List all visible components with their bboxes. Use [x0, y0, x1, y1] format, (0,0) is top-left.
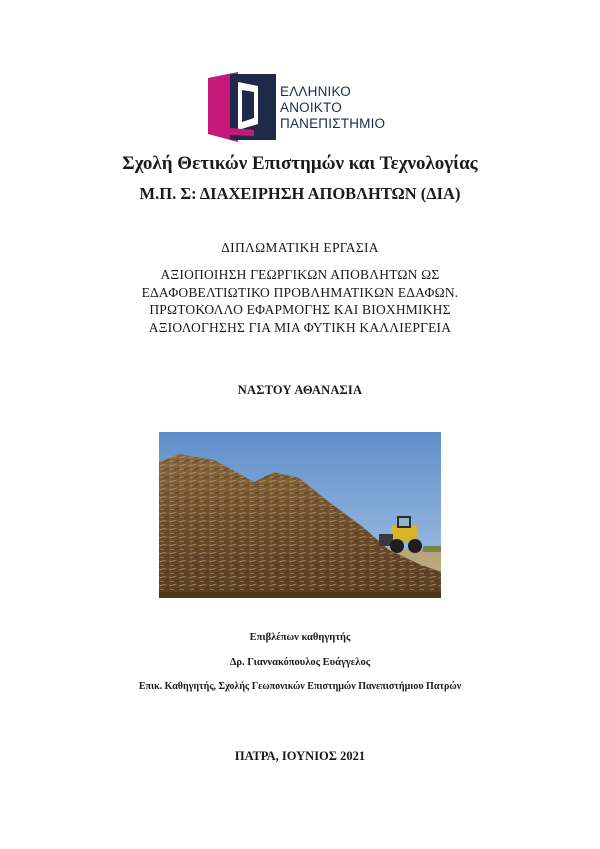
compost-pile-photo-icon — [159, 432, 441, 598]
university-logo — [208, 72, 398, 142]
logo-line: ΠΑΝΕΠΙΣΤΗΜΙΟ — [280, 116, 386, 131]
logo-line: ΑΝΟΙΚΤΟ — [280, 100, 342, 115]
thesis-title-line: ΑΞΙΟΛΟΓΗΣΗΣ ΓΙΑ ΜΙΑ ΦΥΤΙΚΗ ΚΑΛΛΙΕΡΓΕΙΑ — [148, 319, 452, 335]
compost-pile-photo — [159, 432, 441, 598]
author-name: ΝΑΣΤΟΥ ΑΘΑΝΑΣΙΑ — [237, 383, 363, 397]
program-name: Μ.Π. Σ: ΔΙΑΧΕΙΡΗΣΗ ΑΠΟΒΛΗΤΩΝ (ΔΙΑ) — [139, 184, 461, 203]
school-name: Σχολή Θετικών Επιστημών και Τεχνολογίας — [122, 153, 478, 174]
thesis-title — [0, 266, 600, 336]
university-logo-icon — [208, 72, 278, 142]
thesis-label: ΔΙΠΛΩΜΑΤΙΚΗ ΕΡΓΑΣΙΑ — [221, 240, 379, 255]
place-date: ΠΑΤΡΑ, ΙΟΥΝΙΟΣ 2021 — [234, 749, 366, 763]
thesis-title-line: ΠΡΩΤΟΚΟΛΛΟ ΕΦΑΡΜΟΓΗΣ ΚΑΙ ΒΙΟΧΗΜΙΚΗΣ — [149, 302, 451, 317]
supervisor-name: Δρ. Γιαννακόπουλος Ευάγγελος — [229, 657, 371, 668]
thesis-title-line: ΑΞΙΟΠΟΙΗΣΗ ΓΕΩΡΓΙΚΩΝ ΑΠΟΒΛΗΤΩΝ ΩΣ — [160, 267, 440, 282]
logo-line: ΕΛΛΗΝΙΚΟ — [280, 84, 351, 99]
supervisor-affiliation: Επικ. Καθηγητής, Σχολής Γεωπονικών Επιστημών Πανεπιστήμιου Πατρών — [138, 681, 462, 692]
university-logo-text — [280, 84, 385, 132]
thesis-title-line: ΕΔΑΦΟΒΕΛΤΙΩΤΙΚΟ ΠΡΟΒΛΗΜΑΤΙΚΩΝ ΕΔΑΦΩΝ. — [141, 284, 459, 300]
supervisor-label: Επιβλέπων καθηγητής — [249, 632, 351, 643]
